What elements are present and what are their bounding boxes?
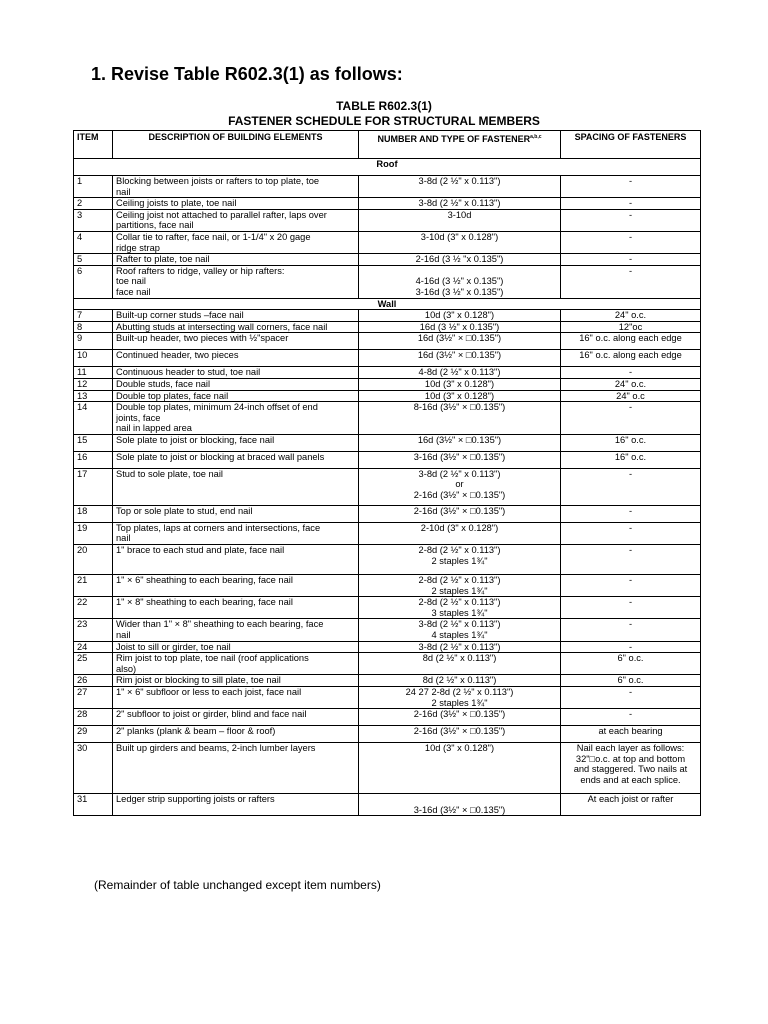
spacing-cell: 16" o.c. along each edge bbox=[561, 350, 701, 367]
item-cell: 30 bbox=[74, 743, 113, 794]
description-cell: 1" brace to each stud and plate, face nail bbox=[113, 545, 359, 575]
table-row bbox=[74, 653, 701, 675]
item-cell: 10 bbox=[74, 350, 113, 367]
table-row bbox=[74, 209, 701, 231]
fastener-cell: 8-16d (3½" × □0.135") bbox=[359, 402, 561, 435]
description-cell: Built-up corner studs –face nail bbox=[113, 310, 359, 322]
section-row-wall bbox=[74, 298, 701, 310]
description-cell: Stud to sole plate, toe nail bbox=[113, 468, 359, 505]
fastener-cell: 2-8d (2 ½" x 0.113") 3 staples 1¾" bbox=[359, 597, 561, 619]
item-cell: 6 bbox=[74, 265, 113, 298]
description-cell: Rim joist to top plate, toe nail (roof applications also) bbox=[113, 653, 359, 675]
fastener-cell: 2-16d (3 ½ "x 0.135") bbox=[359, 254, 561, 266]
table-row bbox=[74, 265, 701, 298]
spacing-cell: - bbox=[561, 468, 701, 505]
description-cell: Double top plates, face nail bbox=[113, 390, 359, 402]
spacing-cell: - bbox=[561, 198, 701, 210]
item-cell: 21 bbox=[74, 575, 113, 597]
table-row bbox=[74, 402, 701, 435]
fastener-cell: 2-8d (2 ½" x 0.113") 2 staples 1¾" bbox=[359, 575, 561, 597]
item-cell: 8 bbox=[74, 321, 113, 333]
column-header-description: DESCRIPTION OF BUILDING ELEMENTS bbox=[113, 131, 359, 159]
section-row-roof bbox=[74, 159, 701, 176]
spacing-cell: 6" o.c. bbox=[561, 675, 701, 687]
description-cell: Top or sole plate to stud, end nail bbox=[113, 505, 359, 522]
fastener-cell: 2-16d (3½" × □0.135") bbox=[359, 726, 561, 743]
spacing-cell: - bbox=[561, 231, 701, 253]
description-cell: 1" × 6" subfloor or less to each joist, face nail bbox=[113, 687, 359, 709]
item-cell: 23 bbox=[74, 619, 113, 641]
column-header-fastener-label: NUMBER AND TYPE OF FASTENER bbox=[377, 134, 531, 144]
fastener-cell: 3-16d (3½" × □0.135") bbox=[359, 451, 561, 468]
spacing-cell: 16" o.c. along each edge bbox=[561, 333, 701, 350]
fastener-cell: 10d (3" x 0.128") bbox=[359, 390, 561, 402]
page-heading: 1. Revise Table R602.3(1) as follows: bbox=[91, 64, 403, 84]
fastener-cell: 3-8d (2 ½" x 0.113") or 2-16d (3½" × □0.135") bbox=[359, 468, 561, 505]
item-cell: 18 bbox=[74, 505, 113, 522]
fastener-cell: 2-10d (3" x 0.128") bbox=[359, 522, 561, 544]
table-row bbox=[74, 176, 701, 198]
spacing-cell: 16" o.c. bbox=[561, 451, 701, 468]
table-row bbox=[74, 468, 701, 505]
spacing-cell: - bbox=[561, 522, 701, 544]
spacing-cell: 6" o.c. bbox=[561, 653, 701, 675]
spacing-cell: - bbox=[561, 367, 701, 379]
description-cell: Built up girders and beams, 2-inch lumber layers bbox=[113, 743, 359, 794]
table-row bbox=[74, 726, 701, 743]
description-cell: Double studs, face nail bbox=[113, 378, 359, 390]
description-cell: 1" × 6" sheathing to each bearing, face nail bbox=[113, 575, 359, 597]
spacing-cell: 16" o.c. bbox=[561, 434, 701, 451]
table-row bbox=[74, 434, 701, 451]
fastener-cell: 16d (3½" × □0.135") bbox=[359, 434, 561, 451]
description-cell: Ledger strip supporting joists or rafters bbox=[113, 794, 359, 816]
item-cell: 16 bbox=[74, 451, 113, 468]
fastener-cell: 10d (3" x 0.128") bbox=[359, 310, 561, 322]
description-cell: Double top plates, minimum 24-inch offset of end joints, face nail in lapped area bbox=[113, 402, 359, 435]
item-cell: 24 bbox=[74, 641, 113, 653]
column-header-item: ITEM bbox=[74, 131, 113, 159]
item-cell: 26 bbox=[74, 675, 113, 687]
item-cell: 1 bbox=[74, 176, 113, 198]
fastener-cell: 8d (2 ½" x 0.113") bbox=[359, 675, 561, 687]
description-cell: Collar tie to rafter, face nail, or 1-1/4" x 20 gage ridge strap bbox=[113, 231, 359, 253]
fastener-cell: 2-8d (2 ½" x 0.113") 2 staples 1¾" bbox=[359, 545, 561, 575]
column-header-fastener-footnote: a,b,c bbox=[530, 134, 542, 140]
table-row bbox=[74, 575, 701, 597]
column-header-fastener bbox=[359, 131, 561, 159]
spacing-cell: - bbox=[561, 505, 701, 522]
item-cell: 29 bbox=[74, 726, 113, 743]
fastener-cell: 3-8d (2 ½" x 0.113") bbox=[359, 176, 561, 198]
item-cell: 7 bbox=[74, 310, 113, 322]
item-cell: 28 bbox=[74, 709, 113, 726]
table-row bbox=[74, 794, 701, 816]
table-row bbox=[74, 522, 701, 544]
table-row bbox=[74, 198, 701, 210]
item-cell: 19 bbox=[74, 522, 113, 544]
description-cell: 1" × 8" sheathing to each bearing, face nail bbox=[113, 597, 359, 619]
item-cell: 25 bbox=[74, 653, 113, 675]
fastener-cell: 4-8d (2 ½" x 0.113") bbox=[359, 367, 561, 379]
spacing-cell: Nail each layer as follows: 32"□o.c. at top and bottom and staggered. Two nails at ends and at each splice. bbox=[561, 743, 701, 794]
fastener-cell: 16d (3 ½" x 0.135") bbox=[359, 321, 561, 333]
item-cell: 11 bbox=[74, 367, 113, 379]
fastener-cell: 16d (3½" × □0.135") bbox=[359, 350, 561, 367]
spacing-cell: 12"oc bbox=[561, 321, 701, 333]
description-cell: Ceiling joist not attached to parallel rafter, laps over partitions, face nail bbox=[113, 209, 359, 231]
spacing-cell: At each joist or rafter bbox=[561, 794, 701, 816]
table-row bbox=[74, 641, 701, 653]
table-body bbox=[74, 159, 701, 816]
fastener-cell: 16d (3½" × □0.135") bbox=[359, 333, 561, 350]
description-cell: Sole plate to joist or blocking, face nail bbox=[113, 434, 359, 451]
table-row bbox=[74, 451, 701, 468]
spacing-cell: - bbox=[561, 545, 701, 575]
table-footnote: (Remainder of table unchanged except item numbers) bbox=[94, 878, 381, 892]
description-cell: Continued header, two pieces bbox=[113, 350, 359, 367]
table-row bbox=[74, 231, 701, 253]
table-row bbox=[74, 350, 701, 367]
fastener-cell: 3-16d (3½" × □0.135") bbox=[359, 794, 561, 816]
description-cell: Joist to sill or girder, toe nail bbox=[113, 641, 359, 653]
description-cell: Wider than 1" × 8" sheathing to each bearing, face nail bbox=[113, 619, 359, 641]
spacing-cell: - bbox=[561, 597, 701, 619]
table-row bbox=[74, 310, 701, 322]
table-row bbox=[74, 254, 701, 266]
description-cell: Sole plate to joist or blocking at braced wall panels bbox=[113, 451, 359, 468]
item-cell: 5 bbox=[74, 254, 113, 266]
spacing-cell: - bbox=[561, 575, 701, 597]
item-cell: 2 bbox=[74, 198, 113, 210]
description-cell: 2" subfloor to joist or girder, blind and face nail bbox=[113, 709, 359, 726]
fastener-cell: 24 27 2-8d (2 ½" x 0.113") 2 staples 1¾" bbox=[359, 687, 561, 709]
table-row bbox=[74, 687, 701, 709]
table-row bbox=[74, 743, 701, 794]
item-cell: 20 bbox=[74, 545, 113, 575]
table-row bbox=[74, 321, 701, 333]
table-header-row bbox=[74, 131, 701, 159]
item-cell: 31 bbox=[74, 794, 113, 816]
spacing-cell: 24" o.c. bbox=[561, 310, 701, 322]
description-cell: Built-up header, two pieces with ½"spacer bbox=[113, 333, 359, 350]
table-row bbox=[74, 675, 701, 687]
section-label: Roof bbox=[74, 159, 701, 176]
item-cell: 9 bbox=[74, 333, 113, 350]
item-cell: 15 bbox=[74, 434, 113, 451]
spacing-cell: - bbox=[561, 209, 701, 231]
table-title: TABLE R602.3(1) bbox=[336, 99, 432, 113]
section-label: Wall bbox=[74, 298, 701, 310]
fastener-cell: 10d (3" x 0.128") bbox=[359, 743, 561, 794]
table-row bbox=[74, 378, 701, 390]
spacing-cell: - bbox=[561, 641, 701, 653]
table-row bbox=[74, 545, 701, 575]
item-cell: 13 bbox=[74, 390, 113, 402]
description-cell: Ceiling joists to plate, toe nail bbox=[113, 198, 359, 210]
fastener-cell: 10d (3" x 0.128") bbox=[359, 378, 561, 390]
spacing-cell: at each bearing bbox=[561, 726, 701, 743]
item-cell: 3 bbox=[74, 209, 113, 231]
item-cell: 22 bbox=[74, 597, 113, 619]
table-row bbox=[74, 390, 701, 402]
description-cell: Abutting studs at intersecting wall corners, face nail bbox=[113, 321, 359, 333]
item-cell: 17 bbox=[74, 468, 113, 505]
table-row bbox=[74, 505, 701, 522]
description-cell: Roof rafters to ridge, valley or hip rafters: toe nail face nail bbox=[113, 265, 359, 298]
table-row bbox=[74, 333, 701, 350]
item-cell: 4 bbox=[74, 231, 113, 253]
description-cell: Blocking between joists or rafters to top plate, toe nail bbox=[113, 176, 359, 198]
spacing-cell: - bbox=[561, 619, 701, 641]
description-cell: Top plates, laps at corners and intersections, face nail bbox=[113, 522, 359, 544]
table-subtitle: FASTENER SCHEDULE FOR STRUCTURAL MEMBERS bbox=[228, 114, 540, 128]
fastener-cell: 4-16d (3 ½" x 0.135") 3-16d (3 ½" x 0.135") bbox=[359, 265, 561, 298]
table-row bbox=[74, 597, 701, 619]
item-cell: 12 bbox=[74, 378, 113, 390]
spacing-cell: 24" o.c. bbox=[561, 378, 701, 390]
table-row bbox=[74, 709, 701, 726]
fastener-cell: 3-8d (2 ½" x 0.113") bbox=[359, 198, 561, 210]
spacing-cell: - bbox=[561, 254, 701, 266]
spacing-cell: - bbox=[561, 687, 701, 709]
spacing-cell: - bbox=[561, 709, 701, 726]
description-cell: Rafter to plate, toe nail bbox=[113, 254, 359, 266]
fastener-cell: 2-16d (3½" × □0.135") bbox=[359, 505, 561, 522]
fastener-cell: 3-8d (2 ½" x 0.113") bbox=[359, 641, 561, 653]
fastener-cell: 2-16d (3½" × □0.135") bbox=[359, 709, 561, 726]
table-row bbox=[74, 619, 701, 641]
spacing-cell: 24" o.c bbox=[561, 390, 701, 402]
fastener-cell: 8d (2 ½" x 0.113") bbox=[359, 653, 561, 675]
fastener-schedule-table bbox=[73, 130, 701, 816]
fastener-cell: 3-10d bbox=[359, 209, 561, 231]
item-cell: 14 bbox=[74, 402, 113, 435]
description-cell: 2" planks (plank & beam – floor & roof) bbox=[113, 726, 359, 743]
fastener-cell: 3-8d (2 ½" x 0.113") 4 staples 1¾" bbox=[359, 619, 561, 641]
table-row bbox=[74, 367, 701, 379]
spacing-cell: - bbox=[561, 265, 701, 298]
column-header-spacing: SPACING OF FASTENERS bbox=[561, 131, 701, 159]
spacing-cell: - bbox=[561, 402, 701, 435]
description-cell: Rim joist or blocking to sill plate, toe nail bbox=[113, 675, 359, 687]
description-cell: Continuous header to stud, toe nail bbox=[113, 367, 359, 379]
spacing-cell: - bbox=[561, 176, 701, 198]
item-cell: 27 bbox=[74, 687, 113, 709]
fastener-cell: 3-10d (3" x 0.128") bbox=[359, 231, 561, 253]
